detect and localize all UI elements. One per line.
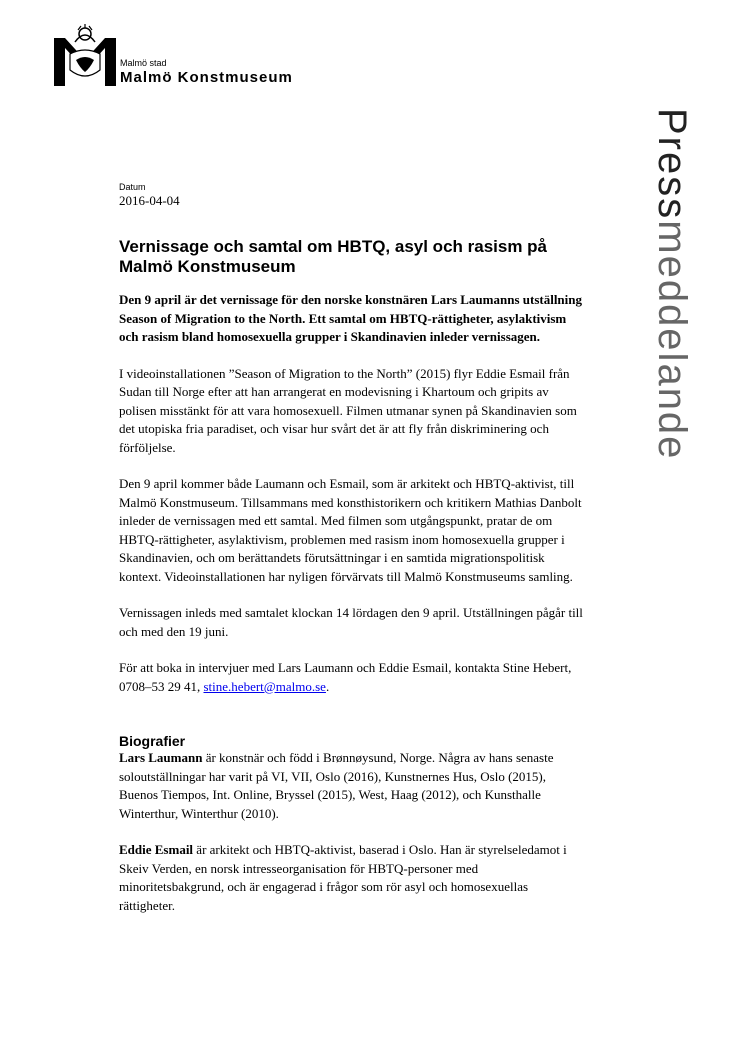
- bio-text: är konstnär och född i Brønnøysund, Norge. Några av hans senaste soloutställningar har varit på VI, VII, Oslo (2016), Kunstnernes Hus, Oslo (2015), Buenos Tiempos, Int. Online, Bryssel (2015), West, Haag (2012), och Kunsthalle Winterthur, Winterthur (2010).: [119, 750, 554, 821]
- body-paragraph-2: Den 9 april kommer både Laumann och Esmail, som är arkitekt och HBTQ-aktivist, till Malmö Konstmuseum. Tillsammans med konsthistorikern och kritikern Mathias Danbolt inleder de vernissagen med ett samtal. Med filmen som utgångspunkt, pratar de om HBTQ-rättigheter, asylaktivism, problemen med rasism inom homosexuella grupper i Skandinavien, och om berättandets förutsättningar i en samtida migrationspolitisk kontext. Videoinstallationen har nyligen förvärvats till Malmö Konstmuseums samling.: [119, 476, 582, 584]
- contact-email-link[interactable]: stine.hebert@malmo.se: [203, 678, 326, 694]
- side-title-part1: Press: [650, 108, 694, 221]
- bio-name: Lars Laumann: [119, 750, 203, 765]
- contact-end: .: [325, 678, 330, 694]
- date-value: 2016-04-04: [119, 193, 180, 208]
- bio-eddie-esmail: [119, 841, 585, 915]
- date-label: Datum: [119, 182, 146, 192]
- page-title: Vernissage och samtal om HBTQ, asyl och rasism på Malmö Konstmuseum: [119, 237, 548, 276]
- org-small-name: Malmö stad: [120, 58, 167, 68]
- bio-lars-laumann: [119, 749, 585, 823]
- organization-header: [120, 58, 293, 87]
- org-name: Malmö Konstmuseum: [120, 69, 293, 86]
- bio-text: är arkitekt och HBTQ-aktivist, baserad i Oslo. Han är styrelseledamot i Skeiv Verden, en norsk intresseorganisation för HBTQ-personer med minoritetsbakgrund, och är engagerad i frågor som rör asyl och homosexuellas rättigheter.: [119, 842, 567, 913]
- bio-heading: Biografier: [119, 733, 186, 749]
- side-title-part2: meddelande: [650, 220, 694, 461]
- body-paragraph-1: I videoinstallationen ”Season of Migration to the North” (2015) flyr Eddie Esmail från Sudan till Norge efter att han arrangerat en modevisning i Khartoum och gripits av polisen misstänkt för att vara homosexuell. Filmen utmanar synen på Skandinavien som det utopiska fria paradiset, och visar hur svårt det är att fly från diskriminering och förföljelse.: [119, 365, 577, 455]
- body-paragraph-3: Vernissagen inleds med samtalet klockan 14 lördagen den 9 april. Utställningen pågår till och med den 19 juni.: [119, 605, 583, 639]
- contact-text: För att boka in intervjuer med Lars Laumann och Eddie Esmail, kontakta Stine Hebert, 0708–53 29 41,: [119, 660, 572, 694]
- pressmeddelande-side-title: [652, 108, 692, 460]
- lead-paragraph: Den 9 april är det vernissage för den norske konstnären Lars Laumanns utställning Season of Migration to the North. Ett samtal om HBTQ-rättigheter, asylaktivism och rasism bland homosexuella grupper i Skandinavien inleder vernissagen.: [119, 292, 583, 344]
- contact-paragraph: [119, 659, 585, 696]
- bio-name: Eddie Esmail: [119, 842, 194, 857]
- malmo-coat-of-arms-logo: [54, 24, 116, 86]
- press-release-body: [119, 182, 585, 915]
